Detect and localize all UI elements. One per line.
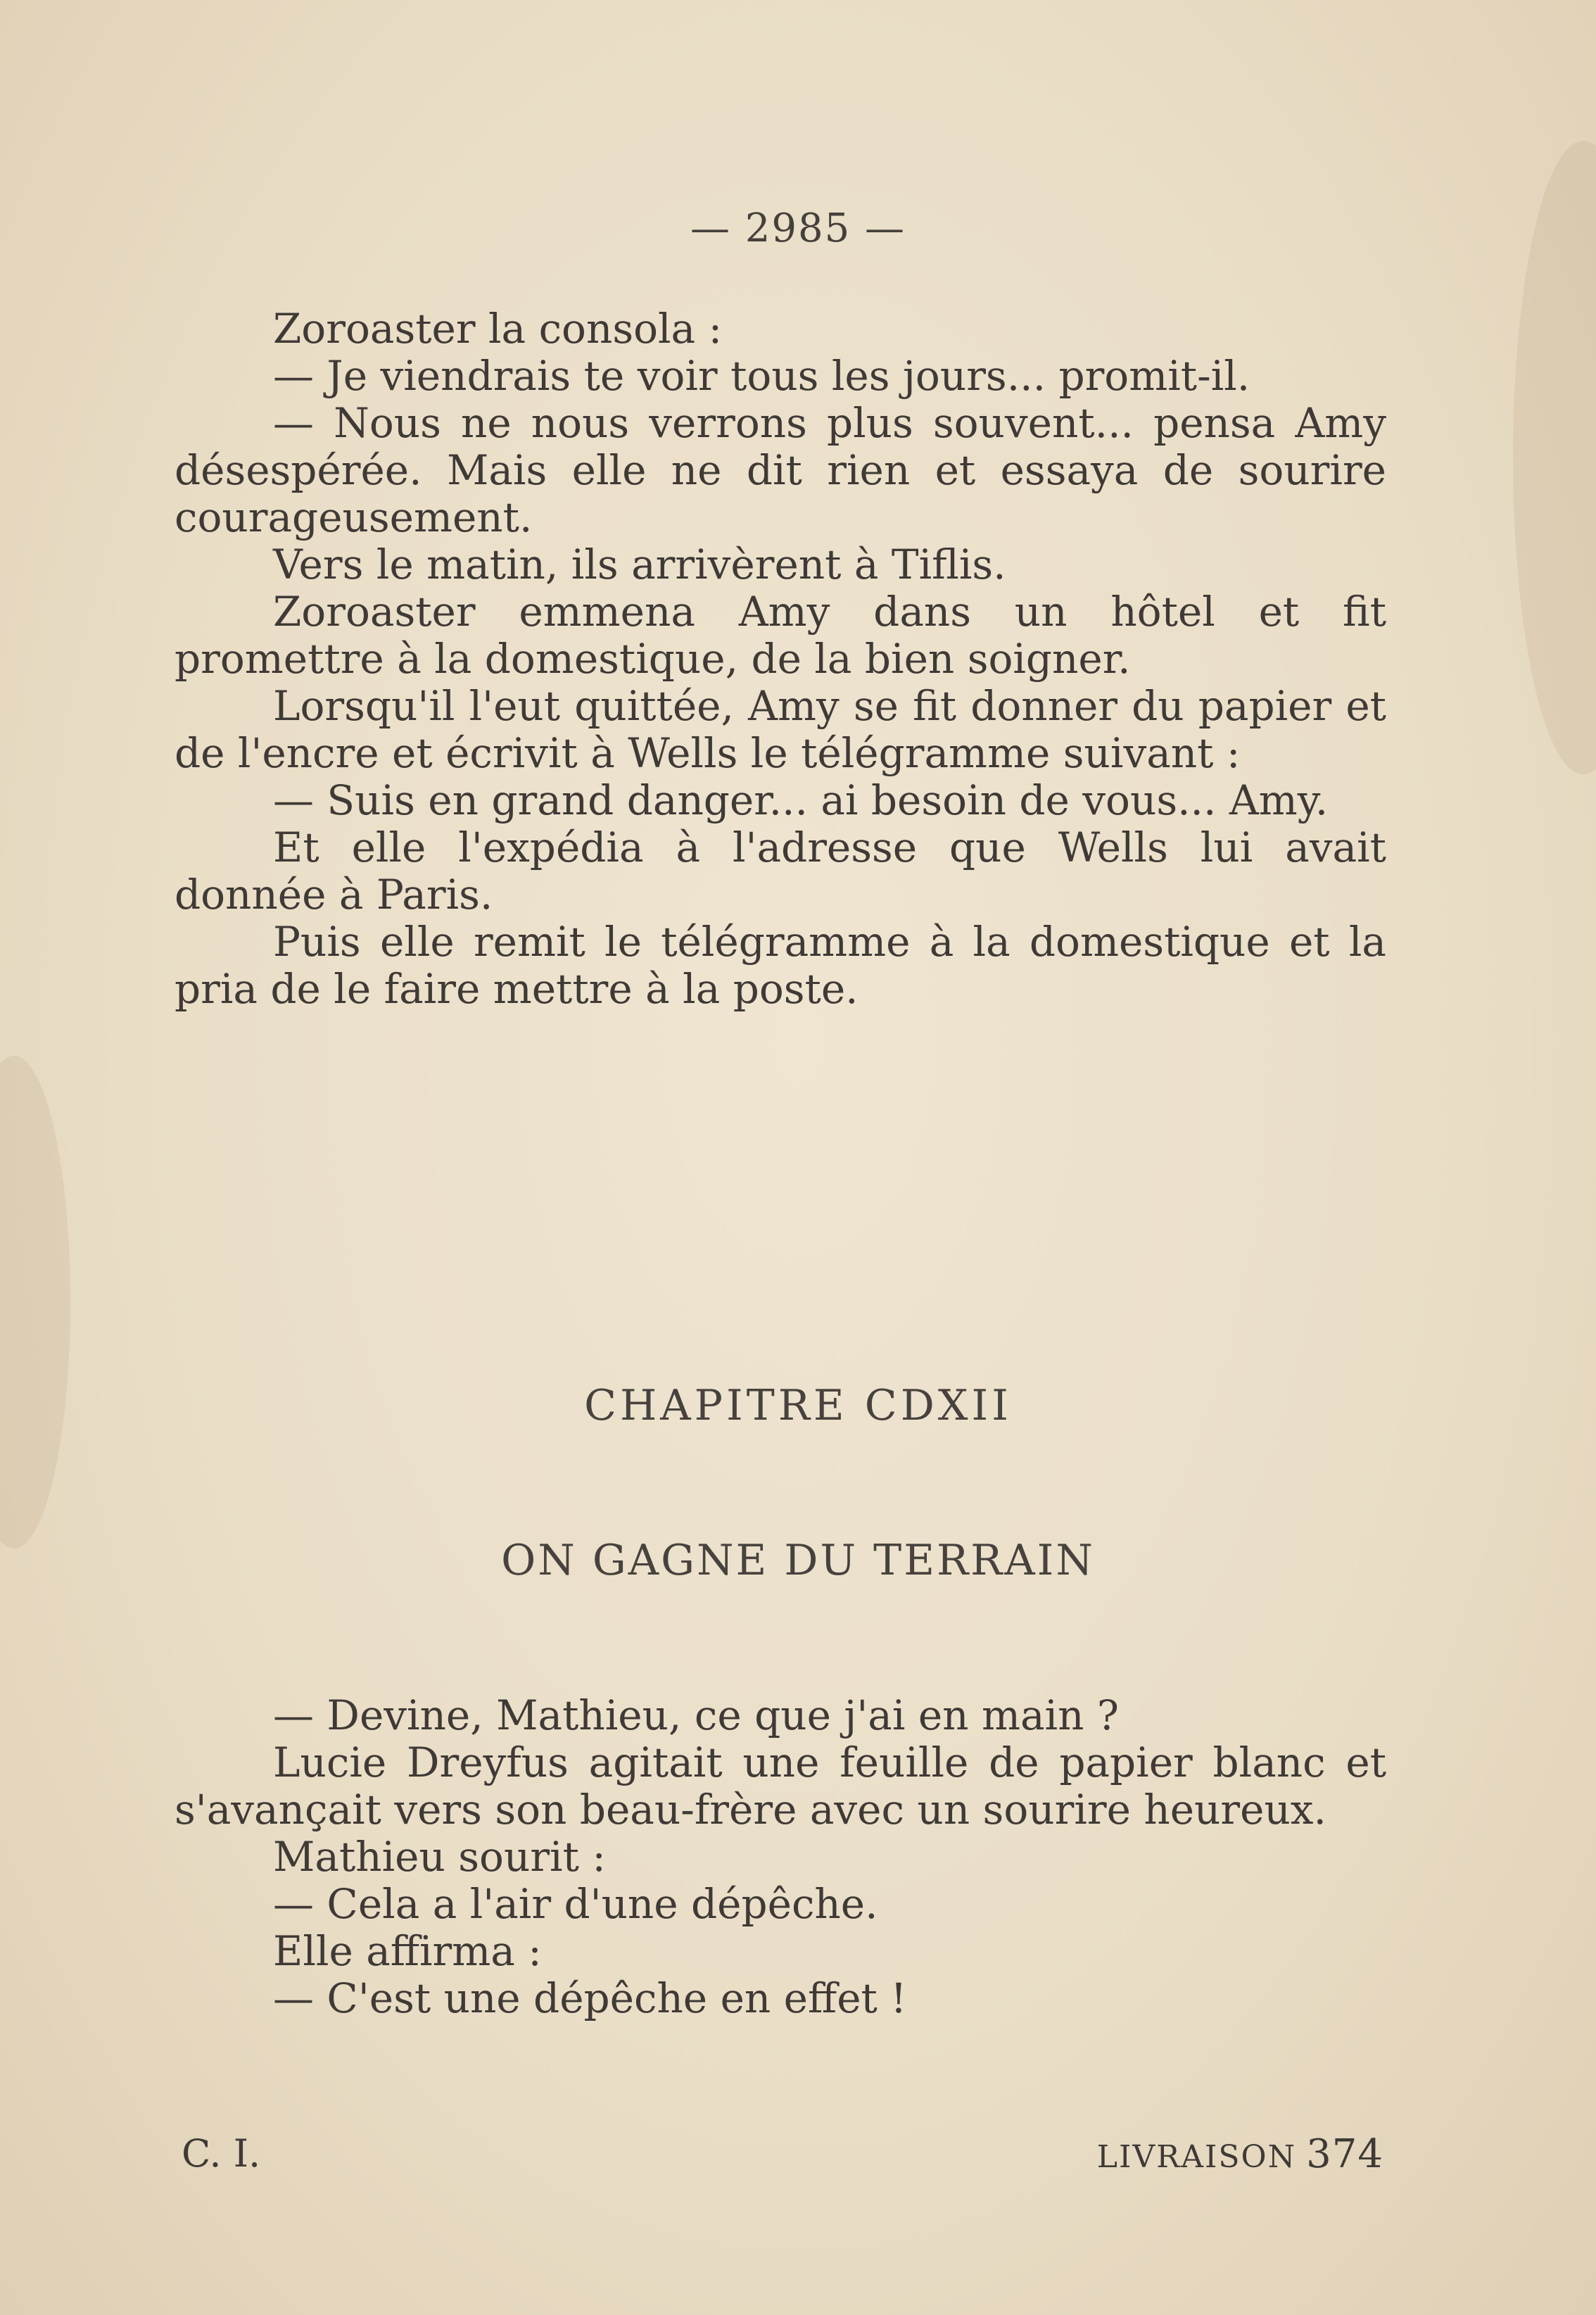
paragraph: — C'est une dépêche en effet !: [273, 1974, 907, 2022]
paragraph: — Cela a l'air d'une dépêche.: [273, 1880, 878, 1928]
paragraph: Lorsqu'il l'eut quittée, Amy se fit donner du papier et de l'encre et écrivit à Wells le télégramme suivant :: [175, 682, 1386, 777]
paragraph: — Devine, Mathieu, ce que j'ai en main ?: [273, 1691, 1119, 1739]
footer-livraison: [1097, 2131, 1383, 2177]
livraison-label: LIVRAISON: [1096, 2139, 1297, 2175]
paragraph: Lucie Dreyfus agitait une feuille de papier blanc et s'avançait vers son beau-frère avec un sourire heureux.: [175, 1739, 1386, 1834]
paper-stain: [0, 1056, 70, 1548]
page-number: — 2985 —: [690, 206, 906, 251]
text-block-bottom: [175, 1692, 1386, 2022]
paragraph: Et elle l'expédia à l'adresse que Wells lui avait donnée à Paris.: [175, 824, 1386, 919]
chapter-title: ON GAGNE DU TERRAIN: [501, 1536, 1095, 1585]
paragraph: Vers le matin, ils arrivèrent à Tiflis.: [273, 541, 1006, 588]
paragraph: Zoroaster emmena Amy dans un hôtel et fit promettre à la domestique, de la bien soigner.: [175, 588, 1386, 683]
livraison-number: 374: [1306, 2131, 1383, 2177]
paragraph: Mathieu sourit :: [273, 1833, 606, 1881]
chapter-number: CHAPITRE CDXII: [584, 1381, 1012, 1430]
footer-signature: C. I.: [182, 2131, 261, 2176]
paragraph: Puis elle remit le télégramme à la domestique et la pria de le faire mettre à la poste.: [175, 918, 1386, 1013]
paragraph: — Nous ne nous verrons plus souvent... pensa Amy désespérée. Mais elle ne dit rien et essaya de sourire courageusement.: [175, 399, 1386, 541]
paragraph: Elle affirma :: [273, 1927, 542, 1975]
text-block-top: [175, 305, 1386, 1013]
paragraph: — Je viendrais te voir tous les jours... promit-il.: [273, 352, 1250, 400]
paragraph: — Suis en grand danger... ai besoin de vous... Amy.: [273, 776, 1329, 824]
paragraph: Zoroaster la consola :: [273, 305, 723, 353]
